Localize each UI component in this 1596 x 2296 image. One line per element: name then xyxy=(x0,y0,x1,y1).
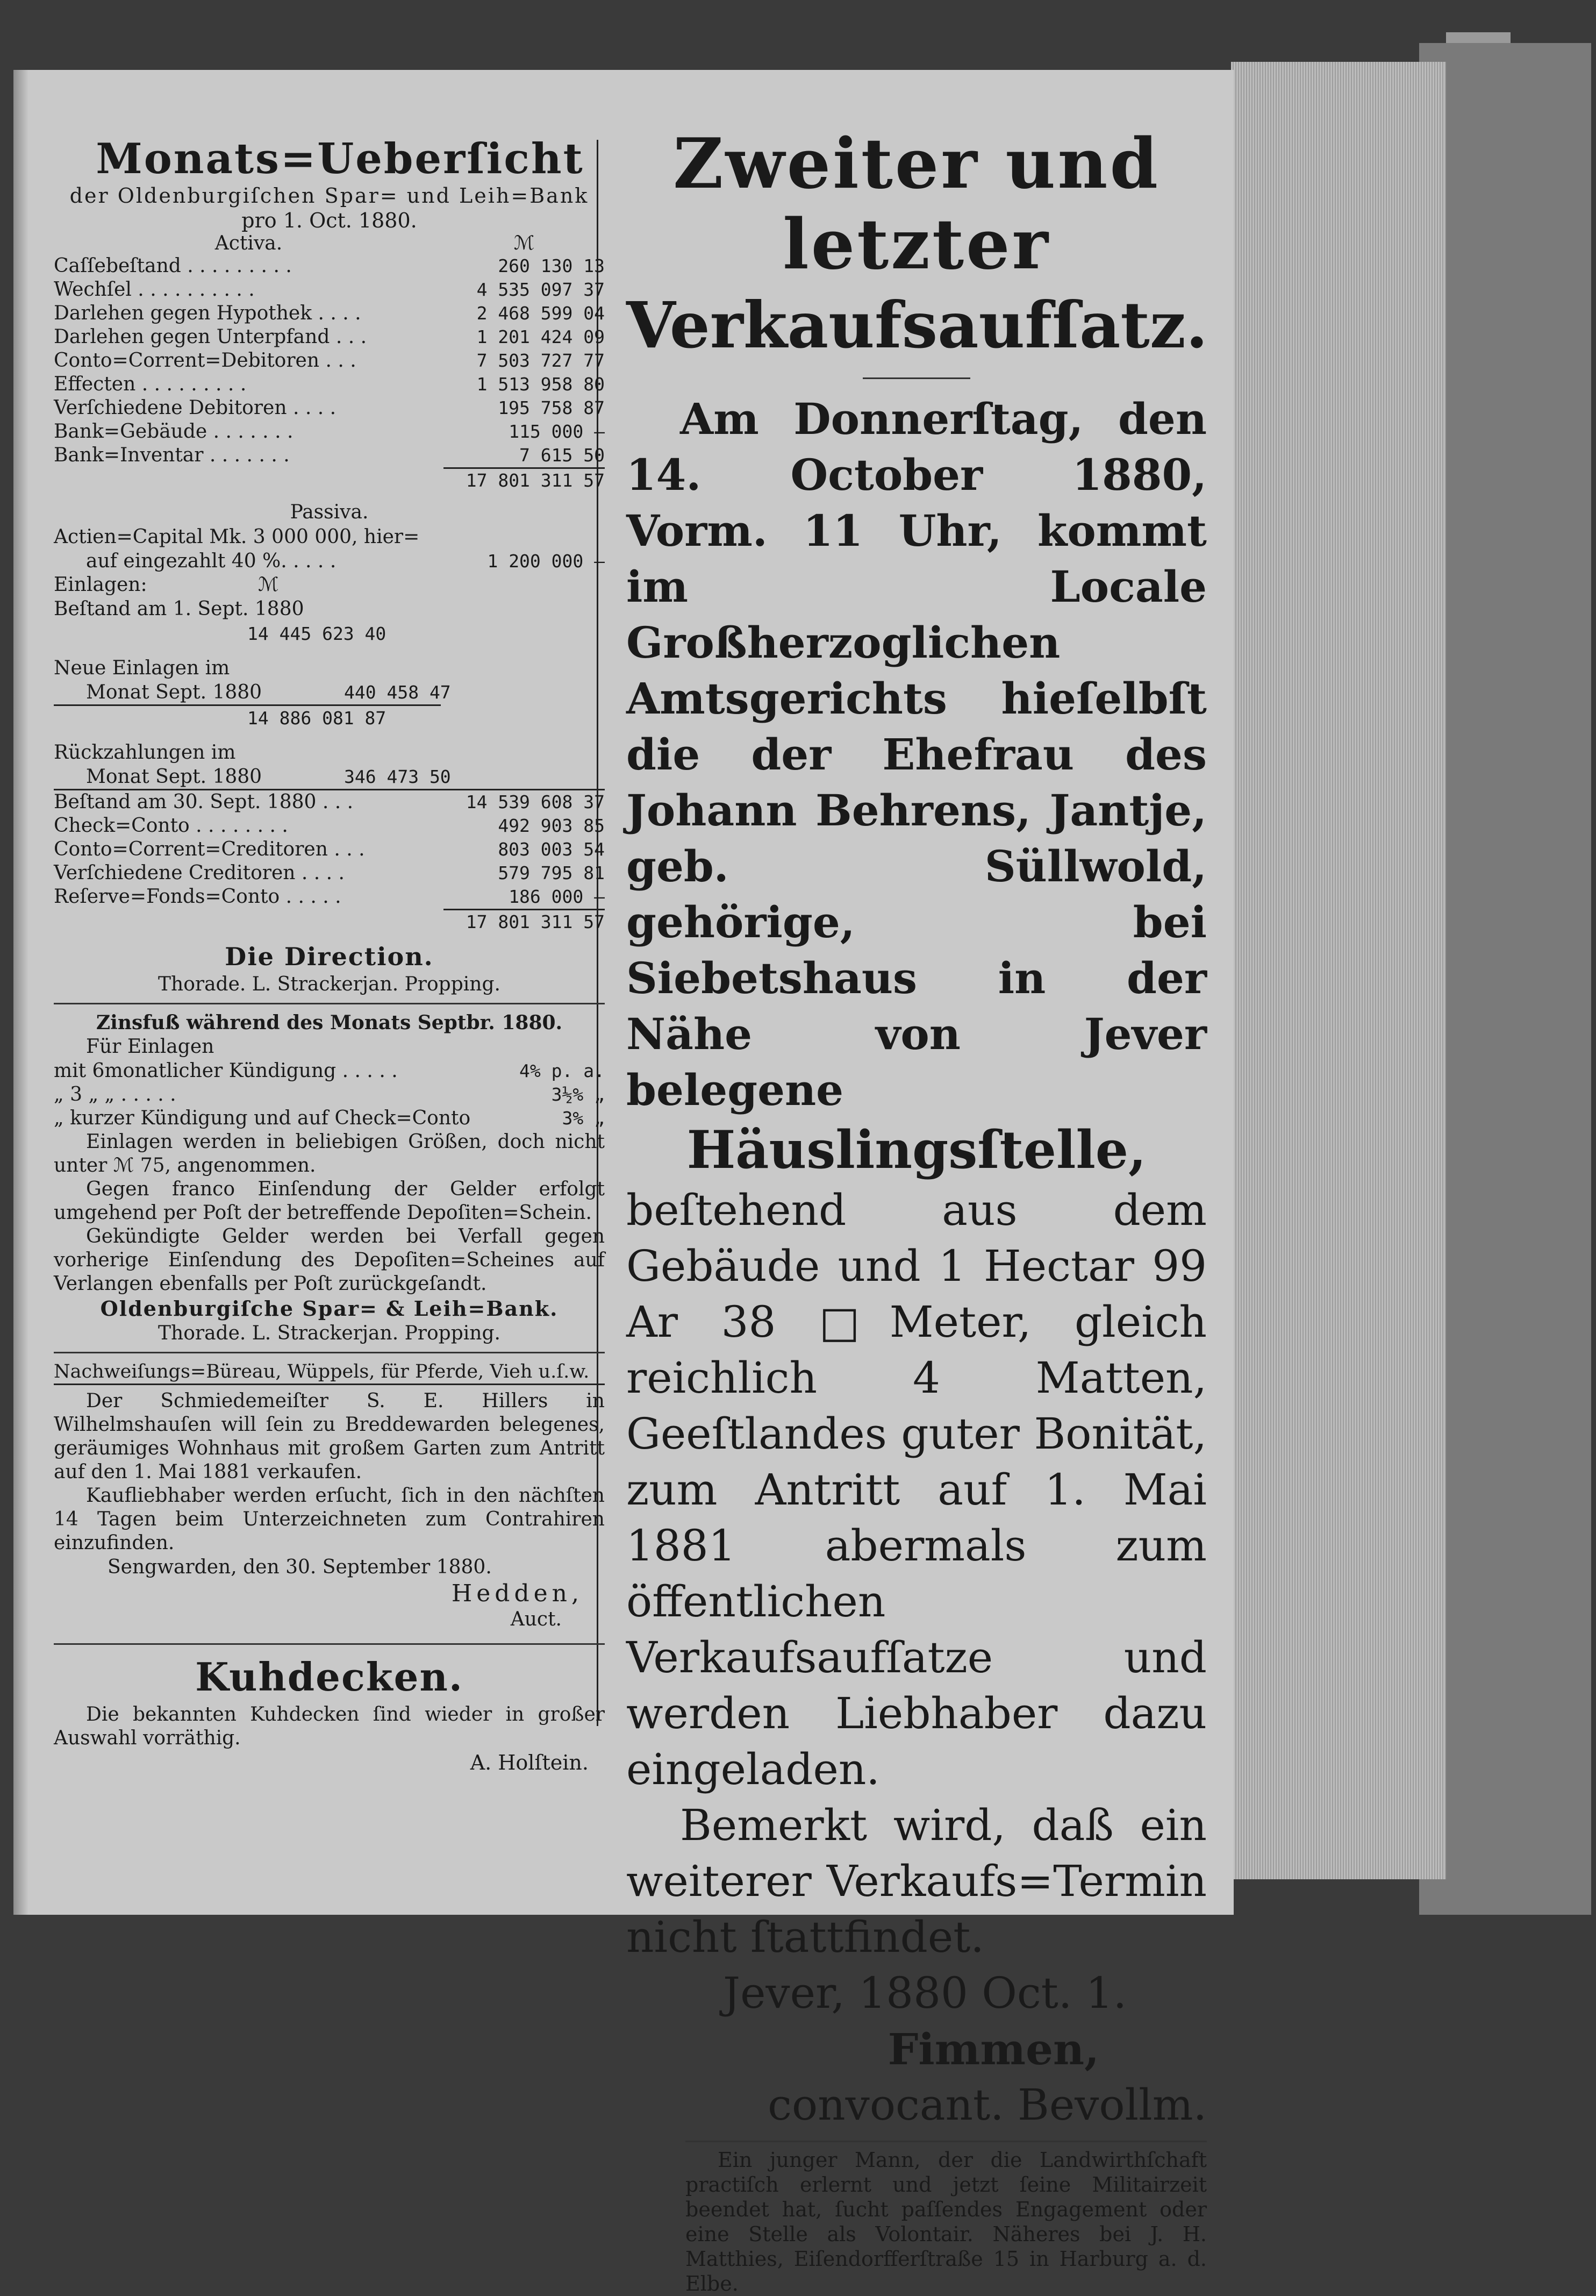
passiva-row xyxy=(54,814,605,838)
interest-note-3: Gekündigte Gelder werden bei Verfall gegen vorherige Einſendung des Depoſiten=Scheines auf Verlangen ebenfalls per Poſt zurückgeſandt. xyxy=(54,1225,605,1295)
bank-report-subtitle: der Oldenburgiſchen Spar= und Leih=Bank xyxy=(69,184,589,208)
separator-rule xyxy=(685,2141,1207,2142)
activa-row-amount: 7 615 50 xyxy=(519,445,605,466)
activa-row-amount: 7 503 727 77 xyxy=(476,350,605,371)
bank-name: Oldenburgiſche Spar= & Leih=Bank. xyxy=(100,1296,559,1321)
separator-rule xyxy=(54,1003,605,1004)
neue-einlagen-line-1: Neue Einlagen im xyxy=(54,657,230,679)
passiva-total: 17 801 311 57 xyxy=(443,909,605,934)
direction-heading: Die Direction. xyxy=(225,942,434,971)
activa-row-label: Bank=Gebäude . . . . . . . xyxy=(54,420,294,443)
activa-row-label: Conto=Corrent=Debitoren . . . xyxy=(54,350,356,372)
auction-signature: Fimmen, xyxy=(888,2024,1099,2074)
interest-row xyxy=(54,1107,605,1130)
auction-title-line-1: Zweiter und letzter xyxy=(673,124,1160,285)
auction-text-1: Am Donnerſtag, den 14. October 1880, Vorm. 11 Uhr, kommt im Locale Großherzoglichen Amtsgerichts hieſelbſt die der Ehefrau des Johann Behrens, Jantje, geb. Süllwold, gehörige, bei Siebetshaus in der Nähe von Jever belegene xyxy=(626,394,1207,1115)
activa-row-label: Caſſebeſtand . . . . . . . . . xyxy=(54,255,292,277)
neue-einlagen-line-2: Monat Sept. 1880 xyxy=(86,681,262,703)
interest-row xyxy=(54,1083,605,1107)
bureau-ad-text: Der Schmiedemeiſter S. E. Hillers in Wilhelmshauſen will ſein zu Breddewarden belegenes, geräumiges Wohnhaus mit großem Garten zum Antritt auf den 1. Mai 1881 verkaufen. xyxy=(54,1390,605,1483)
passiva-row xyxy=(54,861,605,885)
einlagen-currency: ℳ xyxy=(258,574,279,596)
passiva-row xyxy=(54,790,605,814)
kuhdecken-signature: A. Holſtein. xyxy=(470,1751,589,1774)
title-rule xyxy=(863,377,970,379)
auction-property-name: Häuslingsſtelle, xyxy=(686,1120,1147,1180)
passiva-row-amount: 14 539 608 37 xyxy=(466,792,605,812)
neue-einlagen-amount: 440 458 47 xyxy=(344,682,451,703)
bestand-1-amount: 14 445 623 40 xyxy=(247,623,387,644)
activa-row-label: Bank=Inventar . . . . . . . xyxy=(54,444,290,466)
bank-report-date: pro 1. Oct. 1880. xyxy=(241,209,417,232)
bureau-ad-date: Sengwarden, den 30. September 1880. xyxy=(108,1556,492,1578)
interest-note-2: Gegen franco Einſendung der Gelder erfolgt umgehend per Poſt der betreffende Depoſiten=Schein. xyxy=(54,1178,605,1224)
passiva-list xyxy=(54,789,605,909)
interest-row xyxy=(54,1059,605,1083)
rueckzahlungen-amount: 346 473 50 xyxy=(344,766,451,787)
kuhdecken-text: Die bekannten Kuhdecken ſind wieder in großer Auswahl vorräthig. xyxy=(54,1703,605,1749)
auction-text-2: beſtehend aus dem Gebäude und 1 Hectar 99 Ar 38 □Meter, gleich reichlich 4 Matten, Geeſtlandes guter Bonität, zum Antritt auf 1. Mai 1881 abermals zum öffentlichen Verkaufsaufſatze und werden Liebhaber dazu eingeladen. xyxy=(626,1185,1207,1794)
activa-row-label: Wechſel . . . . . . . . . . xyxy=(54,279,255,301)
bank-signers: Thorade. L. Strackerjan. Propping. xyxy=(158,1322,500,1344)
interest-rate-list xyxy=(54,1059,605,1130)
passiva-row-amount: 803 003 54 xyxy=(498,839,605,860)
activa-row xyxy=(54,444,605,467)
activa-row-label: Darlehen gegen Hypothek . . . . xyxy=(54,302,361,324)
interest-row-label: mit 6monatlicher Kündigung . . . . . xyxy=(54,1060,398,1082)
interest-row-label: „ kurzer Kündigung und auf Check=Conto xyxy=(54,1107,471,1129)
interest-row-amount: 3% „ xyxy=(562,1108,605,1129)
auction-place-date: Jever, 1880 Oct. 1. xyxy=(723,1968,1127,2018)
activa-row xyxy=(54,254,605,278)
activa-row xyxy=(54,373,605,396)
passiva-row-label: Check=Conto . . . . . . . . xyxy=(54,815,288,837)
actien-line-1: Actien=Capital Mk. 3 000 000, hier= xyxy=(54,526,420,548)
bureau-ad-role: Auct. xyxy=(510,1608,562,1630)
auction-text-3: Bemerkt wird, daß ein weiterer Verkaufs=Termin nicht ſtattfindet. xyxy=(626,1800,1207,1962)
page-gutter-shadow xyxy=(13,70,28,1915)
activa-row xyxy=(54,302,605,325)
direction-signers: Thorade. L. Strackerjan. Propping. xyxy=(158,973,500,995)
activa-list xyxy=(54,254,605,467)
passiva-row-label: Reſerve=Fonds=Conto . . . . . xyxy=(54,886,341,908)
auction-title-line-2: Verkaufsaufſatz. xyxy=(626,288,1208,362)
kuhdecken-title: Kuhdecken. xyxy=(195,1654,463,1700)
interest-note-1: Einlagen werden in beliebigen Größen, doch nicht unter ℳ 75, angenommen. xyxy=(54,1131,605,1176)
activa-row xyxy=(54,396,605,420)
activa-row-label: Effecten . . . . . . . . . xyxy=(54,373,247,395)
activa-currency: ℳ xyxy=(513,232,535,254)
activa-label: Activa. xyxy=(214,232,283,254)
passiva-row-label: Conto=Corrent=Creditoren . . . xyxy=(54,838,365,860)
left-column xyxy=(54,134,605,1775)
passiva-label: Passiva. xyxy=(290,501,369,523)
interest-row-amount: 3½% „ xyxy=(551,1084,605,1105)
activa-row-label: Verſchiedene Debitoren . . . . xyxy=(54,397,337,419)
activa-row xyxy=(54,349,605,373)
activa-total: 17 801 311 57 xyxy=(443,467,605,493)
interest-row-label: „ 3 „ „ . . . . . xyxy=(54,1083,176,1106)
small-advertisement: Ein junger Mann, der die Landwirthſchaft practiſch erlernt und jetzt ſeine Militairzeit beendet hat, ſucht paſſendes Engagement oder eine Stelle als Volontair. Näheres bei J. H. Matthies, Eiſendorfferſtraße 15 in Harburg a. d. Elbe. xyxy=(685,2148,1207,2295)
bestand-1-label: Beſtand am 1. Sept. 1880 xyxy=(54,598,304,620)
interest-title: Zinsfuß während des Monats Septbr. 1880. xyxy=(96,1011,563,1034)
activa-row-amount: 1 201 424 09 xyxy=(476,326,605,347)
activa-row-amount: 4 535 097 37 xyxy=(476,279,605,300)
actien-line-2: auf eingezahlt 40 %. . . . . xyxy=(86,550,337,572)
passiva-row-amount: 492 903 85 xyxy=(498,815,605,836)
activa-row-amount: 115 000 — xyxy=(509,421,605,442)
activa-row xyxy=(54,325,605,349)
auction-signature-role: convocant. Bevollm. xyxy=(768,2080,1207,2130)
activa-row-label: Darlehen gegen Unterpfand . . . xyxy=(54,326,367,348)
neue-einlagen-sum: 14 886 081 87 xyxy=(54,704,441,731)
passiva-row xyxy=(54,838,605,861)
bureau-ad-signature: Hedden, xyxy=(451,1580,583,1607)
passiva-row-amount: 186 000 — xyxy=(509,886,605,907)
passiva-row-label: Verſchiedene Creditoren . . . . xyxy=(54,862,345,884)
activa-row xyxy=(54,278,605,302)
einlagen-label: Einlagen: xyxy=(54,574,147,596)
separator-rule xyxy=(54,1643,605,1645)
passiva-row-amount: 579 795 81 xyxy=(498,862,605,883)
interest-row-amount: 4% p. a. xyxy=(519,1060,605,1081)
rueckzahlungen-line-2: Monat Sept. 1880 xyxy=(86,766,262,788)
rueckzahlungen-line-1: Rückzahlungen im xyxy=(54,741,236,764)
activa-row-amount: 2 468 599 04 xyxy=(476,303,605,324)
activa-row xyxy=(54,420,605,444)
bureau-ad-text-2: Kaufliebhaber werden erſucht, ſich in den nächſten 14 Tagen beim Unterzeichneten zum Contrahiren einzufinden. xyxy=(54,1485,605,1554)
bank-report-title: Monats=Ueberſicht xyxy=(96,134,584,183)
page-stack-edges xyxy=(1231,62,1446,1879)
interest-intro: Für Einlagen xyxy=(86,1036,214,1058)
separator-rule xyxy=(54,1352,605,1353)
bureau-title: Nachweiſungs=Büreau, Wüppels, für Pferde, Vieh u.ſ.w. xyxy=(54,1360,605,1385)
activa-row-amount: 1 513 958 80 xyxy=(476,374,605,395)
activa-row-amount: 195 758 87 xyxy=(498,397,605,418)
actien-amount: 1 200 000 — xyxy=(487,551,605,572)
passiva-row xyxy=(54,885,605,909)
activa-row-amount: 260 130 13 xyxy=(498,255,605,276)
right-column xyxy=(626,124,1207,2296)
passiva-row-label: Beſtand am 30. Sept. 1880 . . . xyxy=(54,791,354,813)
